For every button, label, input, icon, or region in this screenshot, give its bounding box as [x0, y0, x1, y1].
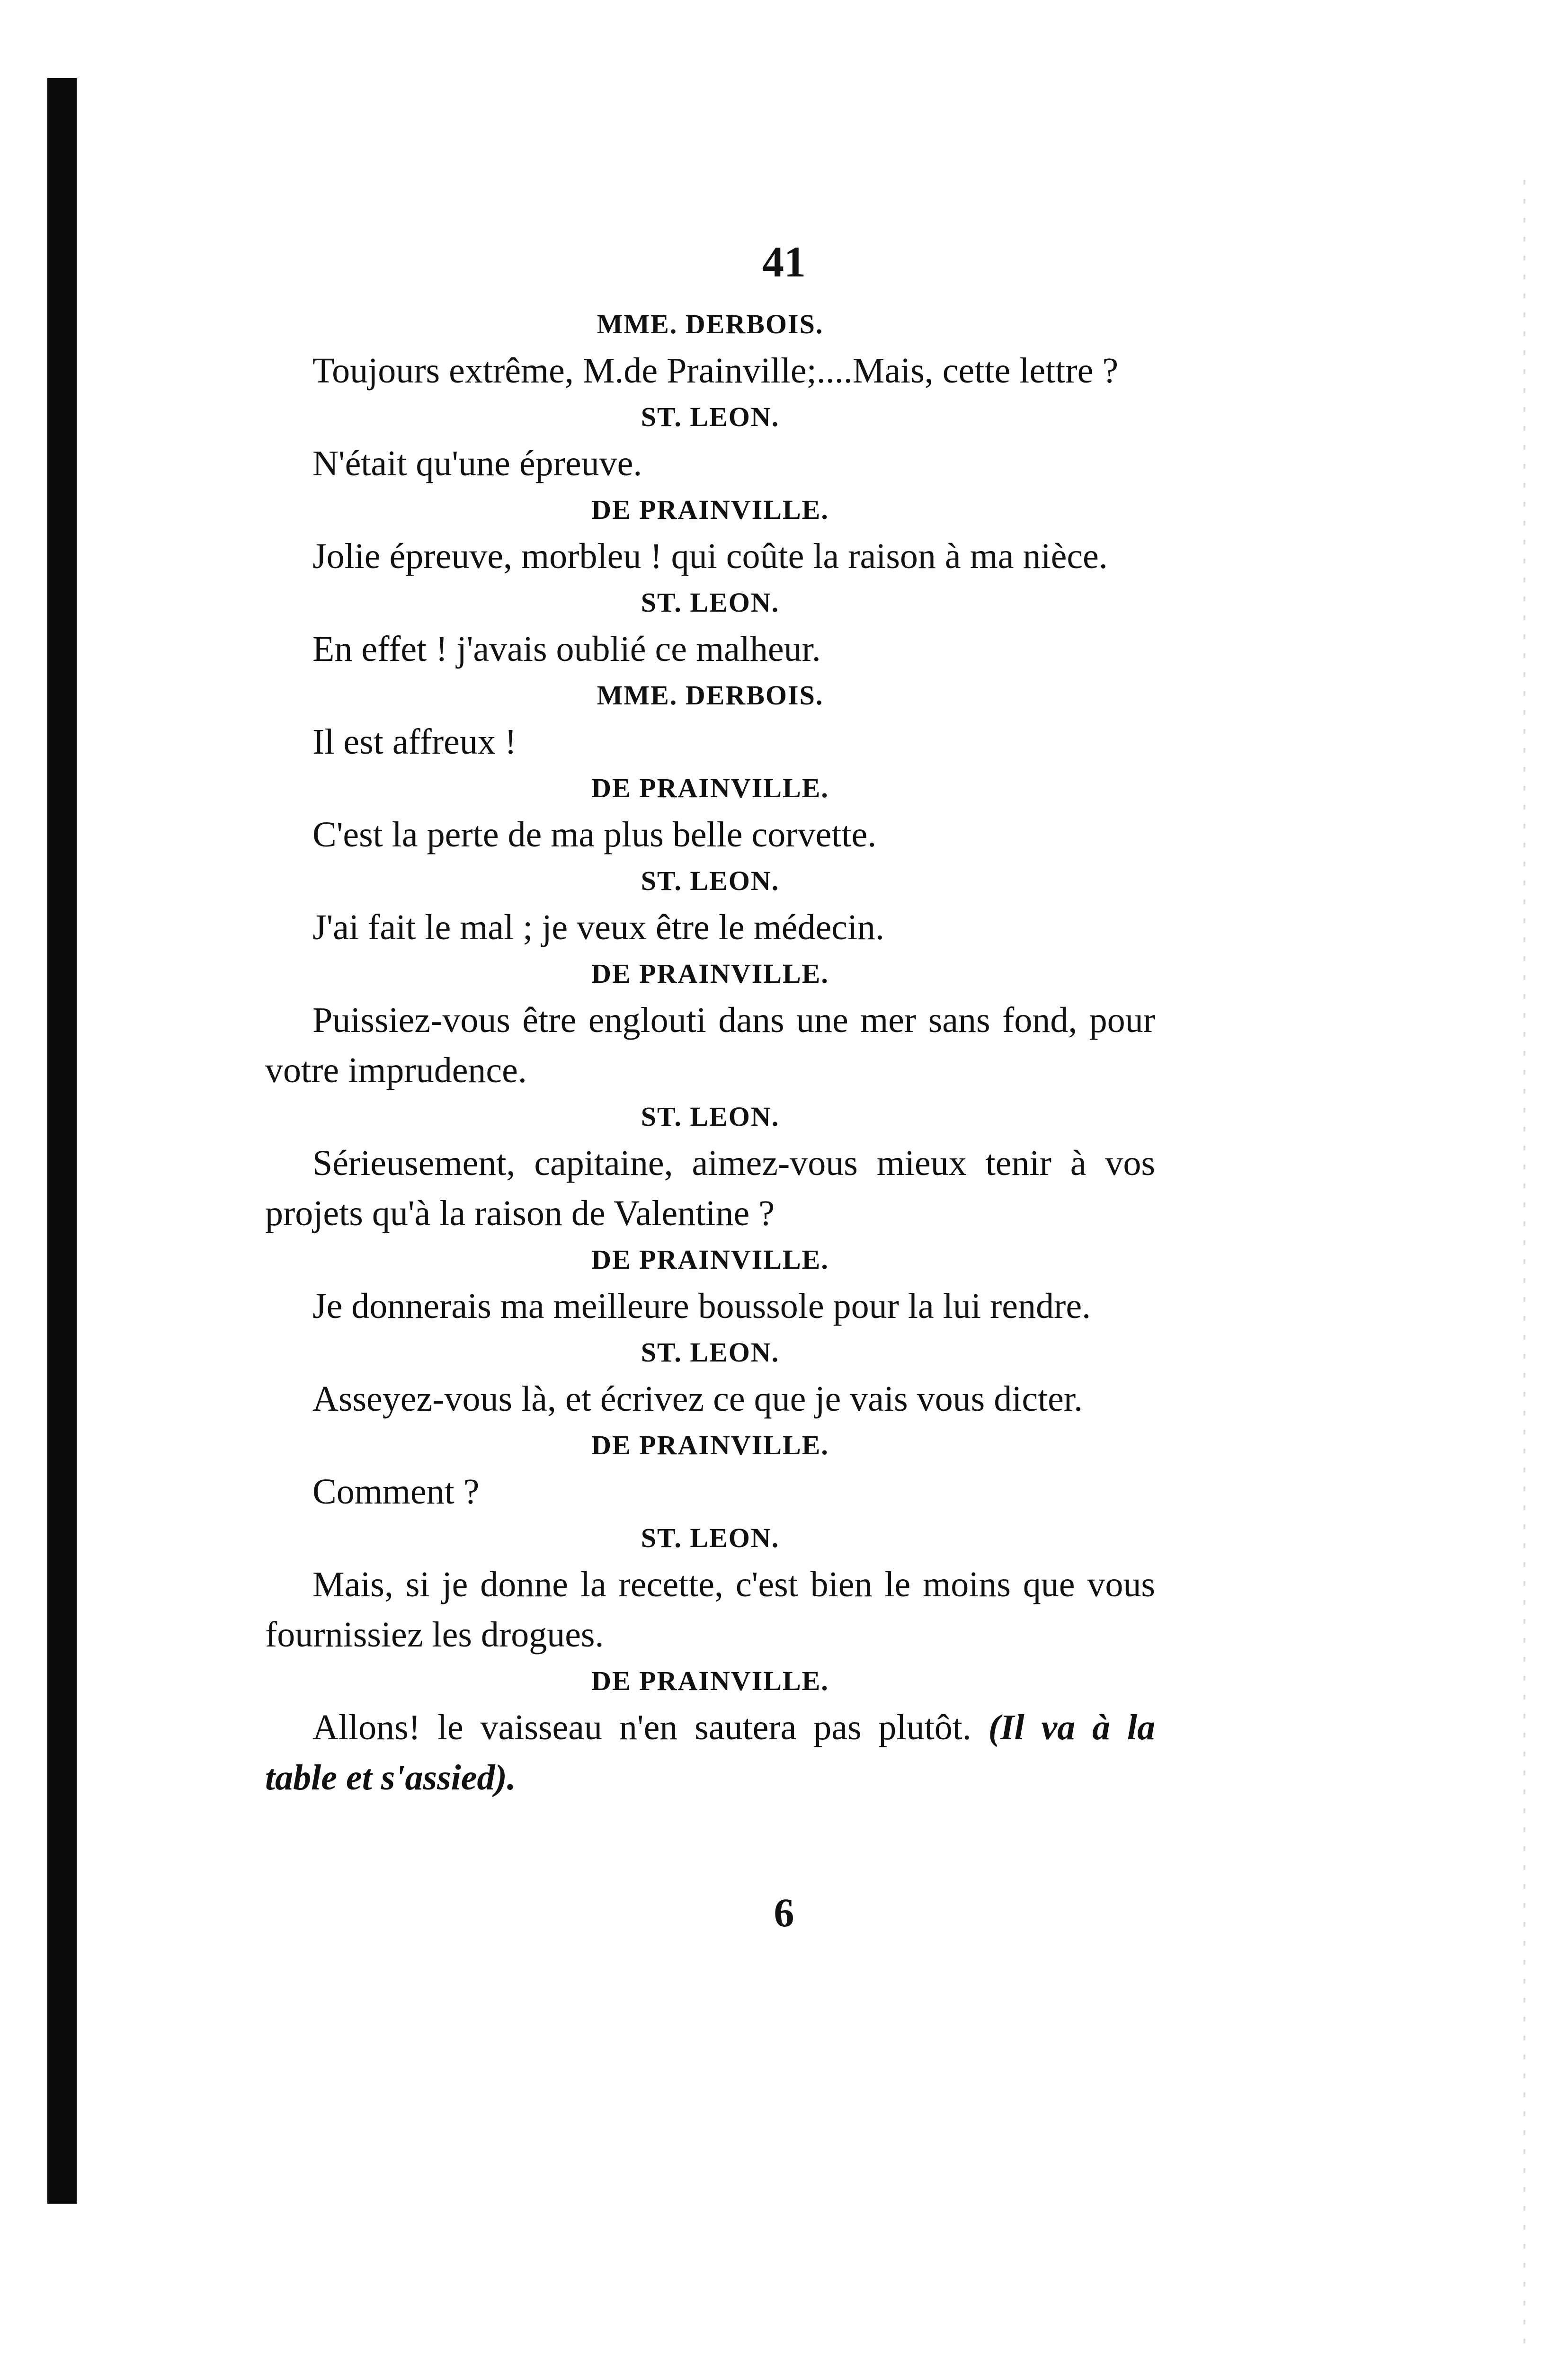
speech-line: Il est affreux !	[312, 722, 517, 762]
speech-line: Mais, si je donne la recette, c'est bien le moins que vous fournissiez les drogues.	[265, 1565, 1155, 1655]
speaker-name: DE PRAINVILLE.	[591, 1665, 829, 1696]
speaker-name: MME. DERBOIS.	[597, 680, 824, 711]
speech-line: Toujours extrême, M.de Prainville;....Mais, cette lettre ?	[312, 351, 1119, 391]
speaker-name: ST. LEON.	[641, 1101, 780, 1132]
speaker-name: DE PRAINVILLE.	[591, 958, 829, 989]
speech-line: Comment ?	[312, 1472, 480, 1512]
speech-line-final	[265, 1702, 1155, 1803]
speaker-name: ST. LEON.	[641, 1337, 780, 1368]
speaker-name: ST. LEON.	[641, 401, 780, 432]
speech-line: Puissiez-vous être englouti dans une mer sans fond, pour votre imprudence.	[265, 1000, 1155, 1090]
signature-mark: 6	[774, 1890, 794, 1935]
speech-line: Je donnerais ma meilleure boussole pour la lui rendre.	[312, 1286, 1091, 1326]
speech-line: J'ai fait le mal ; je veux être le médecin.	[312, 908, 885, 947]
speech-line: Jolie épreuve, morbleu ! qui coûte la raison à ma nièce.	[312, 536, 1108, 576]
speaker-name: ST. LEON.	[641, 1522, 780, 1553]
speaker-name: DE PRAINVILLE.	[591, 1244, 829, 1275]
speech-line: C'est la perte de ma plus belle corvette.	[312, 815, 877, 854]
stage-direction: (Il va à la table et s'assied).	[265, 1708, 1155, 1797]
speech-line: N'était qu'une épreuve.	[312, 444, 642, 483]
speech-line: Asseyez-vous là, et écrivez ce que je vais vous dicter.	[312, 1379, 1083, 1419]
speaker-name: DE PRAINVILLE.	[591, 494, 829, 525]
speaker-name: DE PRAINVILLE.	[591, 773, 829, 803]
page-number: 41	[762, 238, 806, 286]
speaker-name: DE PRAINVILLE.	[591, 1430, 829, 1460]
speech-line: En effet ! j'avais oublié ce malheur.	[312, 629, 821, 669]
dialogue-text	[265, 303, 1155, 1803]
speaker-name: MME. DERBOIS.	[597, 309, 824, 339]
speaker-name: ST. LEON.	[641, 865, 780, 896]
speech-line: Sérieusement, capitaine, aimez-vous mieux tenir à vos projets qu'à la raison de Valentine ?	[265, 1143, 1155, 1233]
binding-shadow	[47, 78, 77, 2204]
speaker-name: ST. LEON.	[641, 587, 780, 618]
speech-text: Allons! le vaisseau n'en sautera pas plutôt.	[312, 1708, 971, 1747]
page-edge-shadow	[1523, 180, 1525, 2358]
